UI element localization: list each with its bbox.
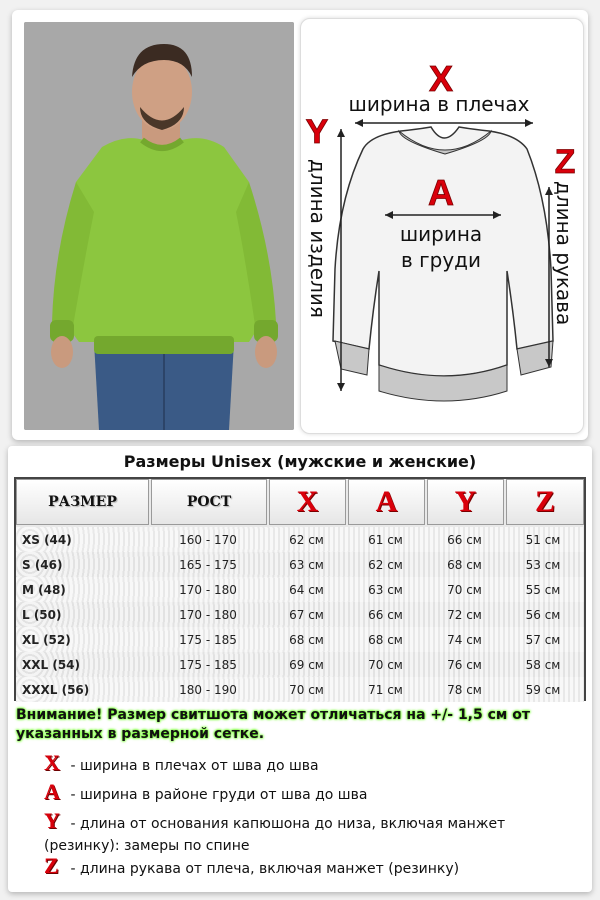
cell-size: XXXL (56) [22, 682, 90, 697]
cell-height: 180 - 190 [179, 682, 237, 697]
cell-size: XXL (54) [22, 657, 80, 672]
legend-text-y: - длина от основания капюшона до низа, включая манжет (резинку): замеры по спине [44, 816, 506, 854]
cell-z: 57 см [525, 632, 561, 647]
header-a-label: A [375, 485, 398, 518]
cell-z: 53 см [525, 557, 561, 572]
legend-letter-y: Y [44, 808, 60, 833]
cell-y: 74 см [447, 632, 482, 647]
legend-letter-x: X [44, 750, 60, 775]
diagram-a-letter: A [428, 172, 454, 213]
size-table-header [16, 479, 584, 527]
cell-z: 59 см [525, 682, 561, 697]
legend-text-z: - длина рукава от плеча, включая манжет (резинку) [70, 861, 460, 877]
cell-y: 72 см [447, 607, 482, 622]
cell-x: 62 см [289, 532, 324, 547]
cell-x: 64 см [289, 582, 324, 597]
header-x-label: X [296, 485, 319, 518]
cell-x: 68 см [289, 632, 324, 647]
table-row [16, 577, 584, 602]
cell-a: 63 см [368, 582, 403, 597]
diagram-x-letter: X [428, 58, 454, 99]
legend-item-z [44, 855, 584, 880]
cell-x: 70 см [289, 682, 324, 697]
model-photo [24, 22, 294, 430]
cell-size: XS (44) [22, 532, 72, 547]
header-a [348, 479, 425, 525]
cell-a: 62 см [368, 557, 403, 572]
size-table [14, 477, 586, 701]
table-row [16, 602, 584, 627]
size-notice: Внимание! Размер свитшота может отличаться на +/- 1,5 см от указанных в размерной сетке. [16, 707, 530, 742]
cell-x: 69 см [289, 657, 324, 672]
cell-z: 56 см [525, 607, 561, 622]
table-row [16, 627, 584, 652]
header-size [16, 479, 149, 525]
diagram-sleeve-label: длина рукава [552, 181, 576, 326]
cell-a: 61 см [368, 532, 403, 547]
header-z [506, 479, 584, 525]
legend-letter-a: A [44, 779, 60, 804]
cell-height: 160 - 170 [179, 532, 237, 547]
size-table-body [16, 527, 584, 702]
header-height [151, 479, 267, 525]
legend-item-a [44, 781, 584, 806]
cell-y: 68 см [447, 557, 482, 572]
table-row [16, 677, 584, 702]
cell-height: 175 - 185 [179, 657, 237, 672]
diagram-length-label: длина изделия [306, 159, 330, 318]
cell-height: 165 - 175 [179, 557, 237, 572]
measurement-diagram [300, 18, 584, 434]
cell-size: L (50) [22, 607, 62, 622]
header-y-label: Y [454, 485, 477, 518]
diagram-shoulder-label: ширина в плечах [348, 92, 530, 116]
header-y [427, 479, 504, 525]
sweatshirt-sketch [301, 19, 585, 435]
table-row [16, 527, 584, 552]
diagram-y-letter: Y [305, 113, 329, 151]
header-size-label: РАЗМЕР [48, 494, 117, 510]
cell-y: 78 см [447, 682, 482, 697]
cell-a: 71 см [368, 682, 403, 697]
cell-height: 170 - 180 [179, 582, 237, 597]
cell-height: 170 - 180 [179, 607, 237, 622]
cell-y: 76 см [447, 657, 482, 672]
diagram-chest-label-line2: в груди [400, 248, 482, 272]
table-title: Размеры Unisex (мужские и женские) [123, 452, 477, 471]
legend-item-y [44, 810, 584, 857]
cell-x: 67 см [289, 607, 324, 622]
cell-y: 70 см [447, 582, 482, 597]
legend-item-x [44, 752, 584, 777]
cell-a: 66 см [368, 607, 403, 622]
legend-text-a: - ширина в районе груди от шва до шва [70, 787, 368, 803]
table-row [16, 552, 584, 577]
table-row [16, 652, 584, 677]
legend-text-x: - ширина в плечах от шва до шва [70, 758, 319, 774]
cell-z: 58 см [525, 657, 561, 672]
model-illustration [24, 22, 294, 430]
cell-height: 175 - 185 [179, 632, 237, 647]
legend-letter-z: Z [44, 853, 59, 878]
diagram-chest-label-line1: ширина [399, 222, 483, 246]
cell-a: 70 см [368, 657, 403, 672]
header-height-label: РОСТ [186, 494, 232, 510]
cell-size: S (46) [22, 557, 63, 572]
cell-a: 68 см [368, 632, 403, 647]
diagram-z-letter: Z [554, 143, 576, 181]
cell-x: 63 см [289, 557, 324, 572]
cell-size: M (48) [22, 582, 66, 597]
cell-z: 55 см [525, 582, 561, 597]
cell-size: XL (52) [22, 632, 71, 647]
cell-z: 51 см [525, 532, 561, 547]
header-x [269, 479, 346, 525]
header-z-label: Z [534, 485, 555, 518]
cell-y: 66 см [447, 532, 482, 547]
